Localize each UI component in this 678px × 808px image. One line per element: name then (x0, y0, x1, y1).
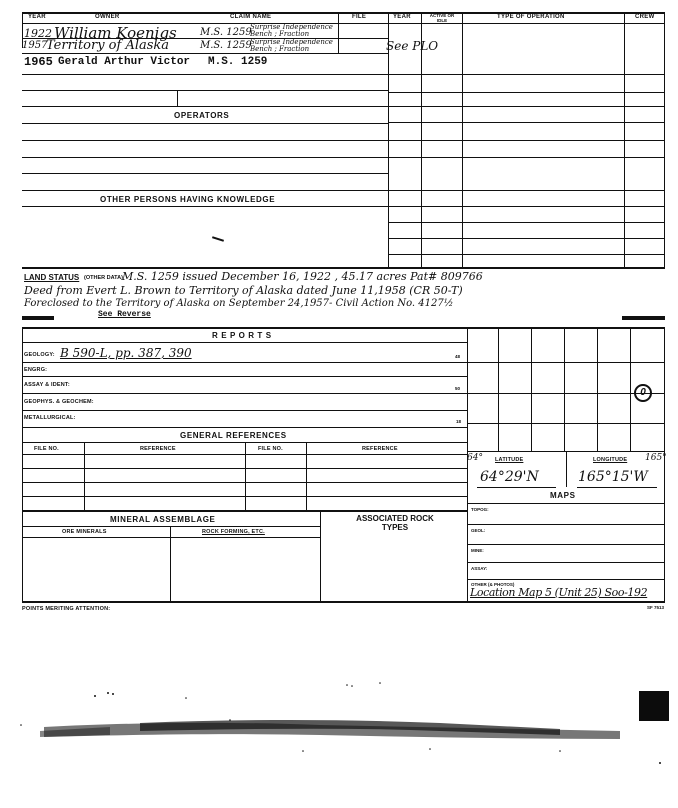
latitude-underline (477, 487, 556, 488)
maps-title: MAPS (550, 491, 576, 500)
right-rule-4 (388, 92, 664, 93)
smudge-left (22, 316, 54, 320)
header-owner: OWNER (95, 14, 120, 20)
gr-col-3 (306, 442, 307, 510)
ma-header-rule (22, 537, 320, 538)
rock-forming: ROCK FORMING, ETC. (202, 529, 265, 535)
right-rule-6 (388, 122, 664, 123)
row1-claim-b: Bench ; Fraction (250, 30, 310, 38)
lon-deg-right: 165° (645, 453, 667, 463)
assay-num: 50 (455, 386, 461, 391)
circle-mark: 0 (634, 384, 652, 402)
reports-rule-3 (22, 393, 467, 394)
other-persons-heading: OTHER PERSONS HAVING KNOWLEDGE (100, 195, 276, 204)
tick-operators (177, 90, 178, 106)
ore-minerals: ORE MINERALS (62, 529, 107, 535)
maps-rule-4 (467, 579, 664, 580)
reports-right-border (664, 327, 665, 602)
gr-col-2 (245, 442, 246, 510)
maps-topog: TOPOG: (471, 507, 489, 512)
ma-title-rule (22, 526, 320, 527)
form-number: SF 7513 (647, 605, 665, 610)
ma-divider (320, 510, 321, 602)
row2-claim-a: Surprise Independence (250, 38, 333, 46)
gr-bottom-rule (22, 510, 467, 512)
gr-file-no: FILE NO. (34, 446, 59, 452)
row-rule-5 (22, 106, 665, 107)
row-rule-4 (22, 90, 388, 91)
geophys-label: GEOPHYS. & GEOCHEM: (24, 399, 94, 405)
other-persons-rule (22, 206, 388, 207)
latitude-value: 64°29'N (480, 469, 539, 485)
smudge-right (622, 316, 665, 320)
reports-rule-5 (22, 427, 467, 428)
grid-col-4 (597, 327, 598, 451)
maps-geol: GEOL: (471, 528, 486, 533)
header-type-of-operation: TYPE OF OPERATION (497, 14, 565, 20)
gr-reference-2: REFERENCE (362, 446, 398, 452)
see-reverse: See Reverse (98, 310, 151, 319)
land-status-line1: M.S. 1259 issued December 16, 1922 , 45.17 acres Pat# 809766 (122, 270, 483, 283)
latitude-label: LATITUDE (495, 457, 524, 463)
grid-col-3 (564, 327, 565, 451)
header-file: FILE (352, 14, 367, 20)
reports-bottom-border (22, 601, 665, 603)
grid-col-2 (531, 327, 532, 451)
right-rule-13 (388, 238, 664, 239)
file-note: See PLO (386, 39, 439, 53)
land-status-label: LAND STATUS (24, 273, 80, 282)
row-rule-10 (22, 190, 665, 191)
grid-col-5 (630, 327, 631, 451)
reports-title-rule (22, 342, 467, 343)
reports-rule-2 (22, 376, 467, 377)
operators-heading: OPERATORS (174, 111, 230, 120)
reports-grid-divider (467, 327, 468, 602)
row3-year: 1965 (24, 55, 53, 69)
maps-title-rule (467, 503, 664, 504)
land-status-line3: Foreclosed to the Territory of Alaska on September 24,1957- Civil Action No. 4127½ (24, 298, 454, 309)
assay-label: ASSAY & IDENT: (24, 382, 70, 388)
grid-col-1 (498, 327, 499, 451)
engrg-label: ENGRG: (24, 367, 48, 373)
longitude-label: LONGITUDE (593, 457, 628, 463)
maps-rule-1 (467, 524, 664, 525)
gr-file-no-2: FILE NO. (258, 446, 283, 452)
row3-owner: Gerald Arthur Victor (58, 56, 191, 68)
associated-rock-types: ASSOCIATED ROCK TYPES (356, 514, 434, 532)
row-rule-2 (22, 53, 388, 54)
lat-deg-left: 64° (467, 453, 483, 463)
grid-row-1 (467, 362, 664, 363)
right-rule-11 (388, 206, 664, 207)
geology-label: GEOLOGY: (24, 352, 55, 358)
gr-row-rule-1 (22, 468, 467, 469)
longitude-value: 165°15'W (578, 469, 648, 485)
header-year: YEAR (28, 14, 46, 20)
maps-assay: ASSAY: (471, 566, 488, 571)
maps-other-value: Location Map 5 (Unit 25) Soo-192 (470, 586, 648, 599)
reports-top-border (22, 327, 665, 329)
points-meriting-attention: POINTS MERITING ATTENTION: (22, 606, 111, 612)
reports-rule-1 (22, 362, 467, 363)
geology-num: 48 (455, 354, 461, 359)
scan-noise-band (0, 665, 678, 775)
maps-other: OTHER (& PHOTOS) (471, 582, 515, 587)
gr-row-rule-3 (22, 496, 467, 497)
row1-year: 1922 (24, 27, 52, 40)
row-rule-7 (22, 140, 665, 141)
row2-owner: Territory of Alaska (46, 38, 170, 53)
geology-value: B 590-L, pp. 387, 390 (60, 346, 192, 360)
longitude-underline (577, 487, 657, 488)
mineral-assemblage-title: MINERAL ASSEMBLAGE (110, 515, 216, 524)
right-rule-14 (388, 254, 664, 255)
maps-mine: MINE: (471, 548, 484, 553)
gr-col-1 (84, 442, 85, 510)
top-table-bottom (22, 267, 665, 269)
header-crew: CREW (635, 14, 655, 20)
row2-year: 1957 (22, 40, 48, 51)
row1-ref: M.S. 1259 (200, 27, 252, 38)
row3-ref: M.S. 1259 (208, 56, 268, 68)
land-status-line2: Deed from Evert L. Brown to Territory of Alaska dated June 11,1958 (CR 50-T) (24, 284, 463, 297)
header-claim-name: CLAIM NAME (230, 14, 272, 20)
divider-file (338, 12, 339, 54)
metallurgical-label: METALLURGICAL: (24, 415, 76, 421)
metallurgical-num: 18 (456, 419, 462, 424)
maps-rule-2 (467, 544, 664, 545)
right-rule-12 (388, 222, 664, 223)
row1-claim-a: Surprise Independence (250, 23, 333, 31)
row1-owner: William Koenigs (54, 24, 177, 42)
header-year2: YEAR (393, 14, 411, 20)
general-references-title: GENERAL REFERENCES (180, 431, 287, 440)
operators-rule (22, 123, 388, 124)
row2-ref: M.S. 1259 (200, 40, 252, 51)
reports-title: R E P O R T S (212, 331, 272, 340)
row2-claim-b: Bench ; Fraction (250, 45, 310, 53)
grid-row-3 (467, 423, 664, 424)
gr-reference: REFERENCE (140, 446, 176, 452)
header-active-or-idle: ACTIVE OR IDLE (429, 13, 455, 23)
maps-rule-3 (467, 562, 664, 563)
ma-col-divider (170, 526, 171, 602)
gr-row-rule-2 (22, 482, 467, 483)
stray-mark (212, 236, 224, 242)
land-status-sublabel: (OTHER DATA) (84, 275, 123, 281)
row-rule-3 (22, 74, 665, 75)
row-rule-8 (22, 157, 665, 158)
row-rule-9 (22, 173, 388, 174)
reports-left-border (22, 327, 23, 602)
reports-rule-4 (22, 410, 467, 411)
latlon-divider (566, 451, 567, 487)
